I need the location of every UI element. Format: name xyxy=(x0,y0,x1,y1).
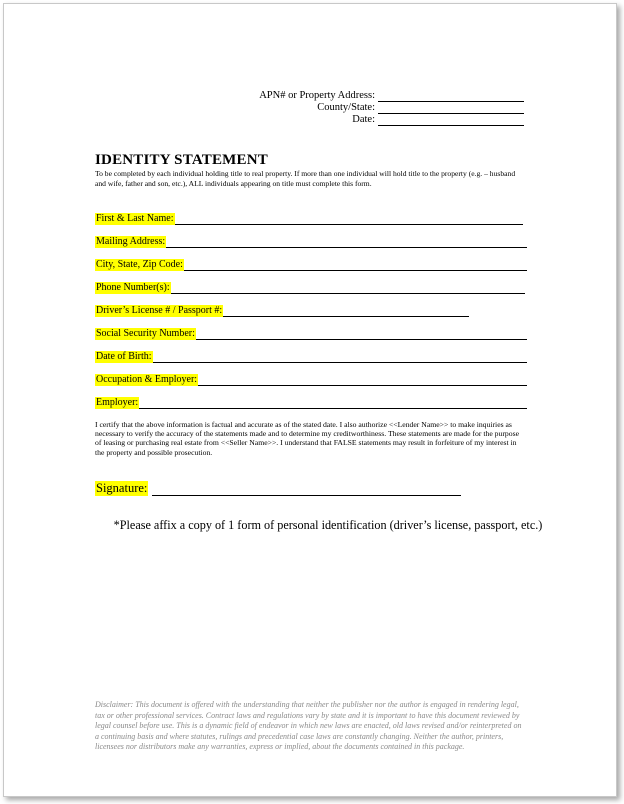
apn-row xyxy=(259,90,524,102)
license-field xyxy=(95,304,469,317)
apn-label: APN# or Property Address: xyxy=(259,90,375,101)
occupation-field xyxy=(95,373,527,386)
date-row xyxy=(352,114,524,126)
employer-field xyxy=(95,396,527,409)
ssn-field xyxy=(95,327,527,340)
county-row xyxy=(317,102,524,114)
page-title: IDENTITY STATEMENT xyxy=(95,152,268,168)
certification-text: I certify that the above information is factual and accurate as of the stated date. I also authorize <<Lender Name>> to make inquiries as necessary to verify the accuracy of the statements made and to determine my creditworthiness. These statements are made for the purpose of leasing or purchasing real estate from <<Seller Name>>. I understand that FALSE statements may result in forfeiture of my interest in the property and possible prosecution. xyxy=(95,420,520,457)
mailing-label: Mailing Address: xyxy=(96,236,166,247)
intro-text: To be completed by each individual holding title to real property. If more than one individual will hold title to the property (e.g. – husband and wife, father and son, etc.), ALL individuals appearing on title must complete this form. xyxy=(95,169,516,188)
city-label: City, State, Zip Code: xyxy=(96,259,183,270)
signature-field xyxy=(95,480,461,496)
date-input-line[interactable] xyxy=(378,115,524,126)
dob-input-line[interactable] xyxy=(153,352,527,363)
signature-input-line[interactable] xyxy=(152,482,461,496)
county-label: County/State: xyxy=(317,102,375,113)
mailing-input-line[interactable] xyxy=(166,237,527,248)
city-field xyxy=(95,258,527,271)
affix-id-note: *Please affix a copy of 1 form of personal identification (driver’s license, passport, etc.) xyxy=(113,518,543,532)
ssn-input-line[interactable] xyxy=(196,329,527,340)
document-page xyxy=(3,3,617,797)
phone-input-line[interactable] xyxy=(171,283,525,294)
date-label: Date: xyxy=(352,114,375,125)
name-field xyxy=(95,212,523,225)
signature-label: Signature: xyxy=(96,481,148,495)
mailing-field xyxy=(95,235,527,248)
city-input-line[interactable] xyxy=(184,260,527,271)
license-label: Driver’s License # / Passport #: xyxy=(96,305,223,316)
disclaimer-text: Disclaimer: This document is offered with the understanding that neither the publisher nor the author is engaged in rendering legal, tax or other professional services. Contract laws and regulations vary by state and it is important to have this document reviewed by legal counsel before use. This is a dynamic field of endeavor in which new laws are enacted, old laws revised and/or reinterpreted on a continuing basis and where statutes, rulings and precedential case laws are constantly changing. Neither the author, printers, licensees nor distributors make any warranties, express or implied, about the documents contained in this package. xyxy=(95,700,522,752)
occupation-label: Occupation & Employer: xyxy=(96,374,198,385)
county-input-line[interactable] xyxy=(378,103,524,114)
employer-label: Employer: xyxy=(96,397,139,408)
license-input-line[interactable] xyxy=(223,306,469,317)
name-label: First & Last Name: xyxy=(96,213,174,224)
dob-label: Date of Birth: xyxy=(96,351,152,362)
phone-field xyxy=(95,281,525,294)
name-input-line[interactable] xyxy=(175,214,524,225)
phone-label: Phone Number(s): xyxy=(96,282,170,293)
dob-field xyxy=(95,350,527,363)
employer-input-line[interactable] xyxy=(139,398,527,409)
ssn-label: Social Security Number: xyxy=(96,328,195,339)
apn-input-line[interactable] xyxy=(378,91,524,102)
occupation-input-line[interactable] xyxy=(198,375,527,386)
